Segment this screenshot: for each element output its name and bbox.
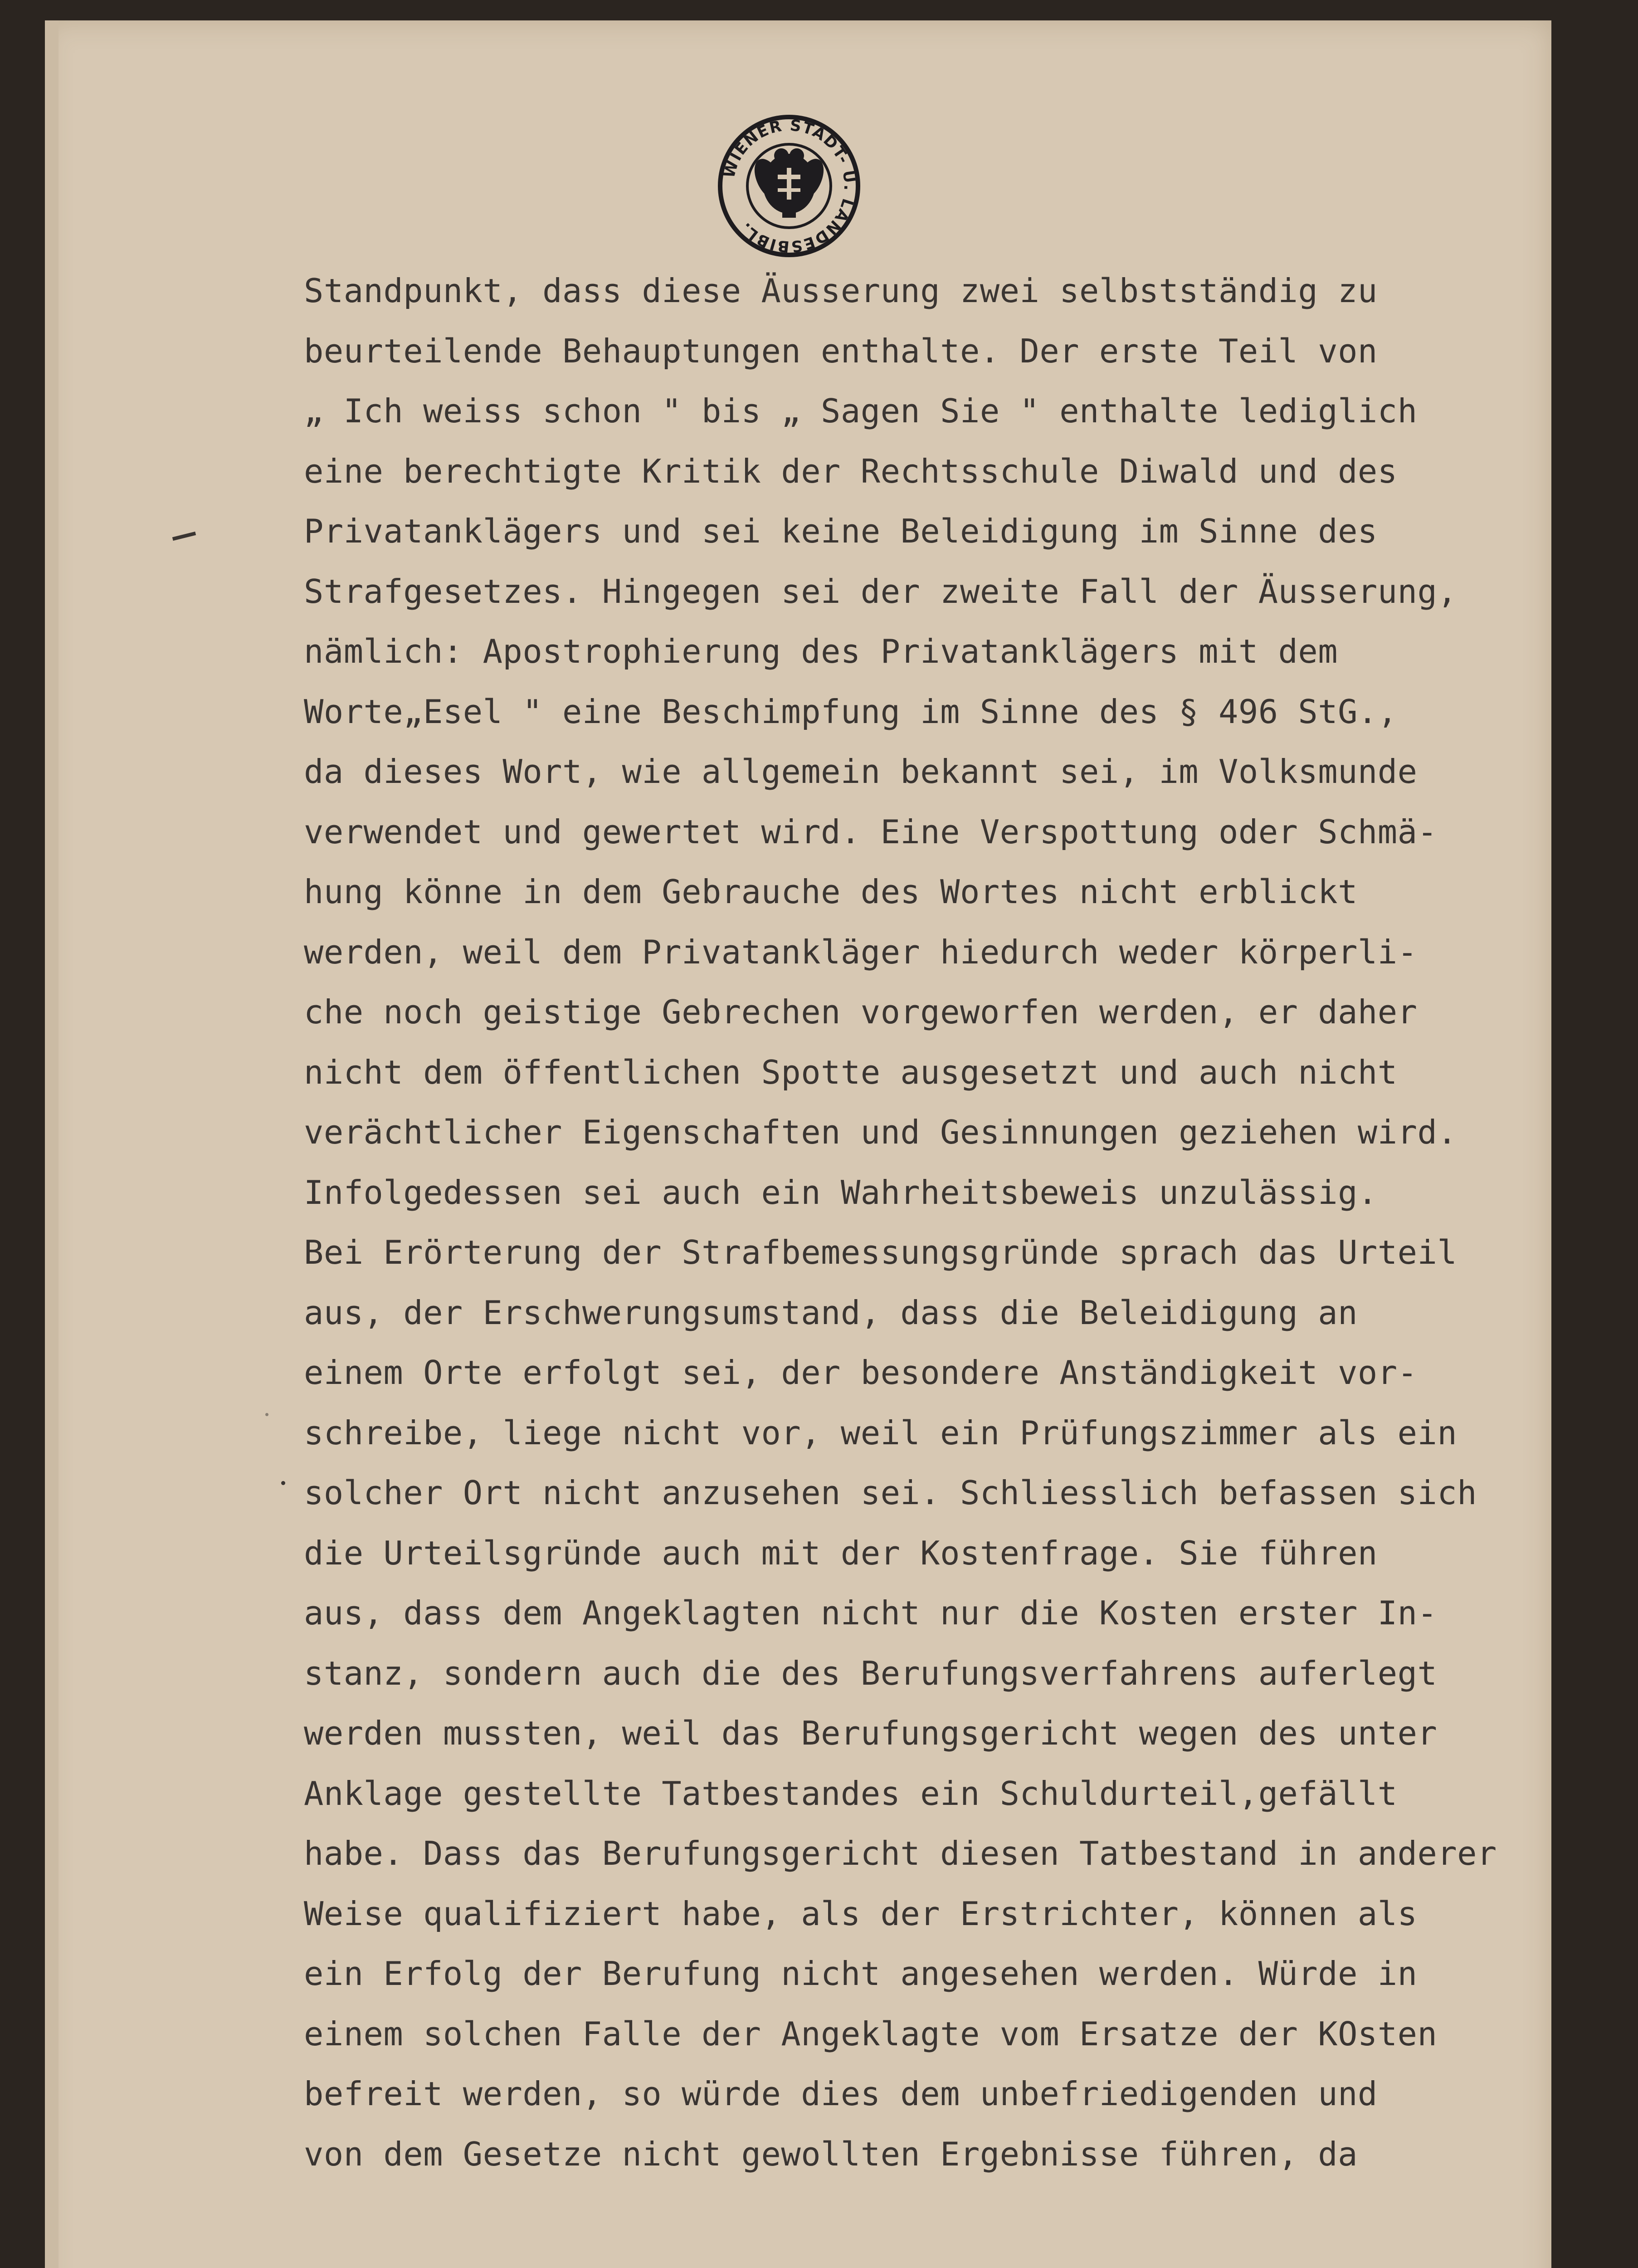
text-line: die Urteilsgründe auch mit der Kostenfrage. Sie führen — [304, 1534, 1378, 1572]
text-line: eine berechtigte Kritik der Rechtsschule Diwald und des — [304, 452, 1398, 490]
text-line: einem solchen Falle der Angeklagte vom Ersatze der KOsten — [304, 2014, 1438, 2053]
text-line: schreibe, liege nicht vor, weil ein Prüfungszimmer als ein — [304, 1413, 1458, 1452]
text-line: stanz, sondern auch die des Berufungsverfahrens auferlegt — [304, 1654, 1438, 1692]
margin-dot — [265, 1413, 268, 1416]
text-line: ein Erfolg der Berufung nicht angesehen werden. Würde in — [304, 1955, 1418, 1993]
text-line: Worte„Esel " eine Beschimpfung im Sinne des § 496 StG., — [304, 692, 1398, 731]
text-line: da dieses Wort, wie allgemein bekannt sei, im Volksmunde — [304, 753, 1418, 791]
text-line: beurteilende Behauptungen enthalte. Der erste Teil von — [304, 332, 1378, 370]
text-line: verwendet und gewertet wird. Eine Verspottung oder Schmä- — [304, 812, 1438, 851]
library-stamp — [714, 111, 864, 261]
text-line: Weise qualifiziert habe, als der Erstrichter, können als — [304, 1894, 1418, 1933]
text-line: nicht dem öffentlichen Spotte ausgesetzt und auch nicht — [304, 1053, 1398, 1091]
text-line: habe. Dass das Berufungsgericht diesen Tatbestand in anderer — [304, 1834, 1497, 1872]
text-line: nämlich: Apostrophierung des Privatanklägers mit dem — [304, 632, 1338, 670]
text-line: befreit werden, so würde dies dem unbefriedigenden und — [304, 2075, 1378, 2113]
text-line: „ Ich weiss schon " bis „ Sagen Sie " enthalte lediglich — [304, 392, 1418, 430]
typed-text-body — [304, 261, 1565, 2184]
text-line: Standpunkt, dass diese Äusserung zwei selbstständig zu — [304, 272, 1378, 310]
stamp-text: WIENER STADT- U. LANDESBIBL. — [720, 116, 859, 256]
text-line: solcher Ort nicht anzusehen sei. Schliesslich befassen sich — [304, 1474, 1477, 1512]
text-line: Anklage gestellte Tatbestandes ein Schuldurteil,gefällt — [304, 1774, 1398, 1813]
text-line: hung könne in dem Gebrauche des Wortes nicht erblickt — [304, 873, 1358, 911]
text-line: werden, weil dem Privatankläger hiedurch weder körperli- — [304, 933, 1418, 971]
text-line: aus, dass dem Angeklagten nicht nur die Kosten erster In- — [304, 1594, 1438, 1632]
text-line: einem Orte erfolgt sei, der besondere Anständigkeit vor- — [304, 1354, 1418, 1392]
text-line: Infolgedessen sei auch ein Wahrheitsbeweis unzulässig. — [304, 1173, 1378, 1212]
text-line: verächtlicher Eigenschaften und Gesinnungen geziehen wird. — [304, 1113, 1458, 1151]
page-edge-shadow — [45, 20, 58, 2268]
text-line: Bei Erörterung der Strafbemessungsgründe sprach das Urteil — [304, 1233, 1458, 1271]
text-line: von dem Gesetze nicht gewollten Ergebnisse führen, da — [304, 2135, 1358, 2173]
text-line: aus, der Erschwerungsumstand, dass die Beleidigung an — [304, 1293, 1358, 1332]
margin-dot — [281, 1481, 285, 1485]
text-line: werden mussten, weil das Berufungsgericht wegen des unter — [304, 1714, 1438, 1752]
text-line: Strafgesetzes. Hingegen sei der zweite Fall der Äusserung, — [304, 572, 1458, 611]
text-line: che noch geistige Gebrechen vorgeworfen werden, er daher — [304, 993, 1418, 1031]
text-line: Privatanklägers und sei keine Beleidigung im Sinne des — [304, 512, 1378, 550]
